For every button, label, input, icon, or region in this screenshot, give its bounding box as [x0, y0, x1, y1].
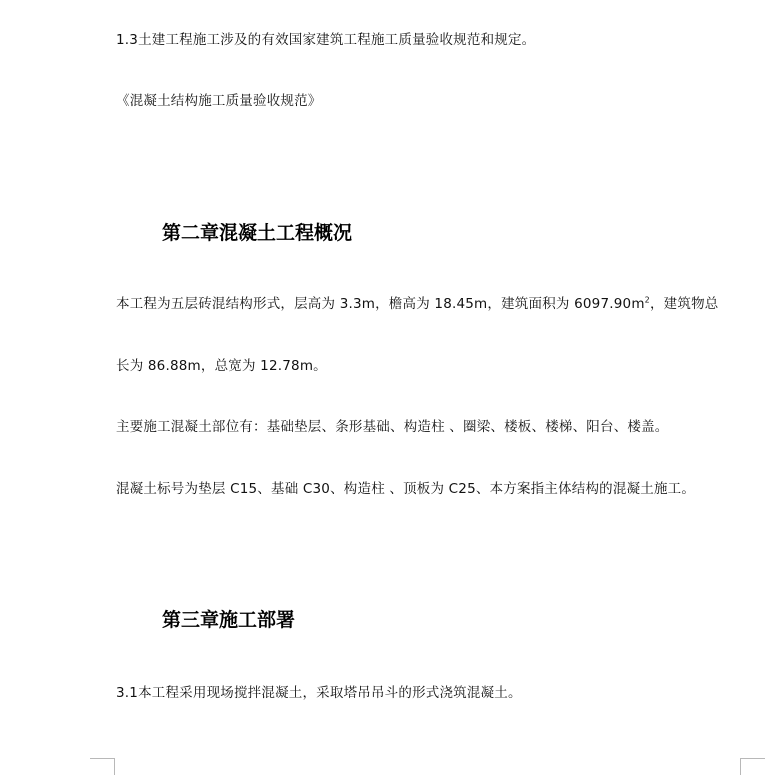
chapter-3-title: 第三章施工部署: [162, 609, 296, 631]
page-corner-mark-left: [90, 758, 115, 775]
overview-line-1-tail: ，建筑物总: [649, 296, 719, 312]
overview-line-1: [116, 295, 718, 313]
overview-line-1-text: 本工程为五层砖混结构形式，层高为 3.3m，檐高为 18.45m，建筑面积为 6097.90m: [116, 296, 645, 312]
standard-name: 《混凝土结构施工质量验收规范》: [116, 93, 322, 109]
page-corner-mark-right: [740, 758, 765, 775]
overview-line-2: 长为 86.88m，总宽为 12.78m。: [116, 358, 327, 374]
paragraph-3-1: 3.1本工程采用现场搅拌混凝土，采取塔吊吊斗的形式浇筑混凝土。: [116, 685, 522, 701]
superscript-2: 2: [644, 295, 650, 305]
paragraph-1-3: 1.3土建工程施工涉及的有效国家建筑工程施工质量验收规范和规定。: [116, 32, 536, 48]
chapter-2-title: 第二章混凝土工程概况: [162, 222, 353, 244]
main-concrete-parts: 主要施工混凝土部位有：基础垫层、条形基础、构造柱 、圈梁、楼板、楼梯、阳台、楼盖。: [116, 419, 669, 435]
concrete-grades: 混凝土标号为垫层 C15、基础 C30、构造柱 、顶板为 C25、本方案指主体结构的混凝土施工。: [116, 481, 696, 497]
